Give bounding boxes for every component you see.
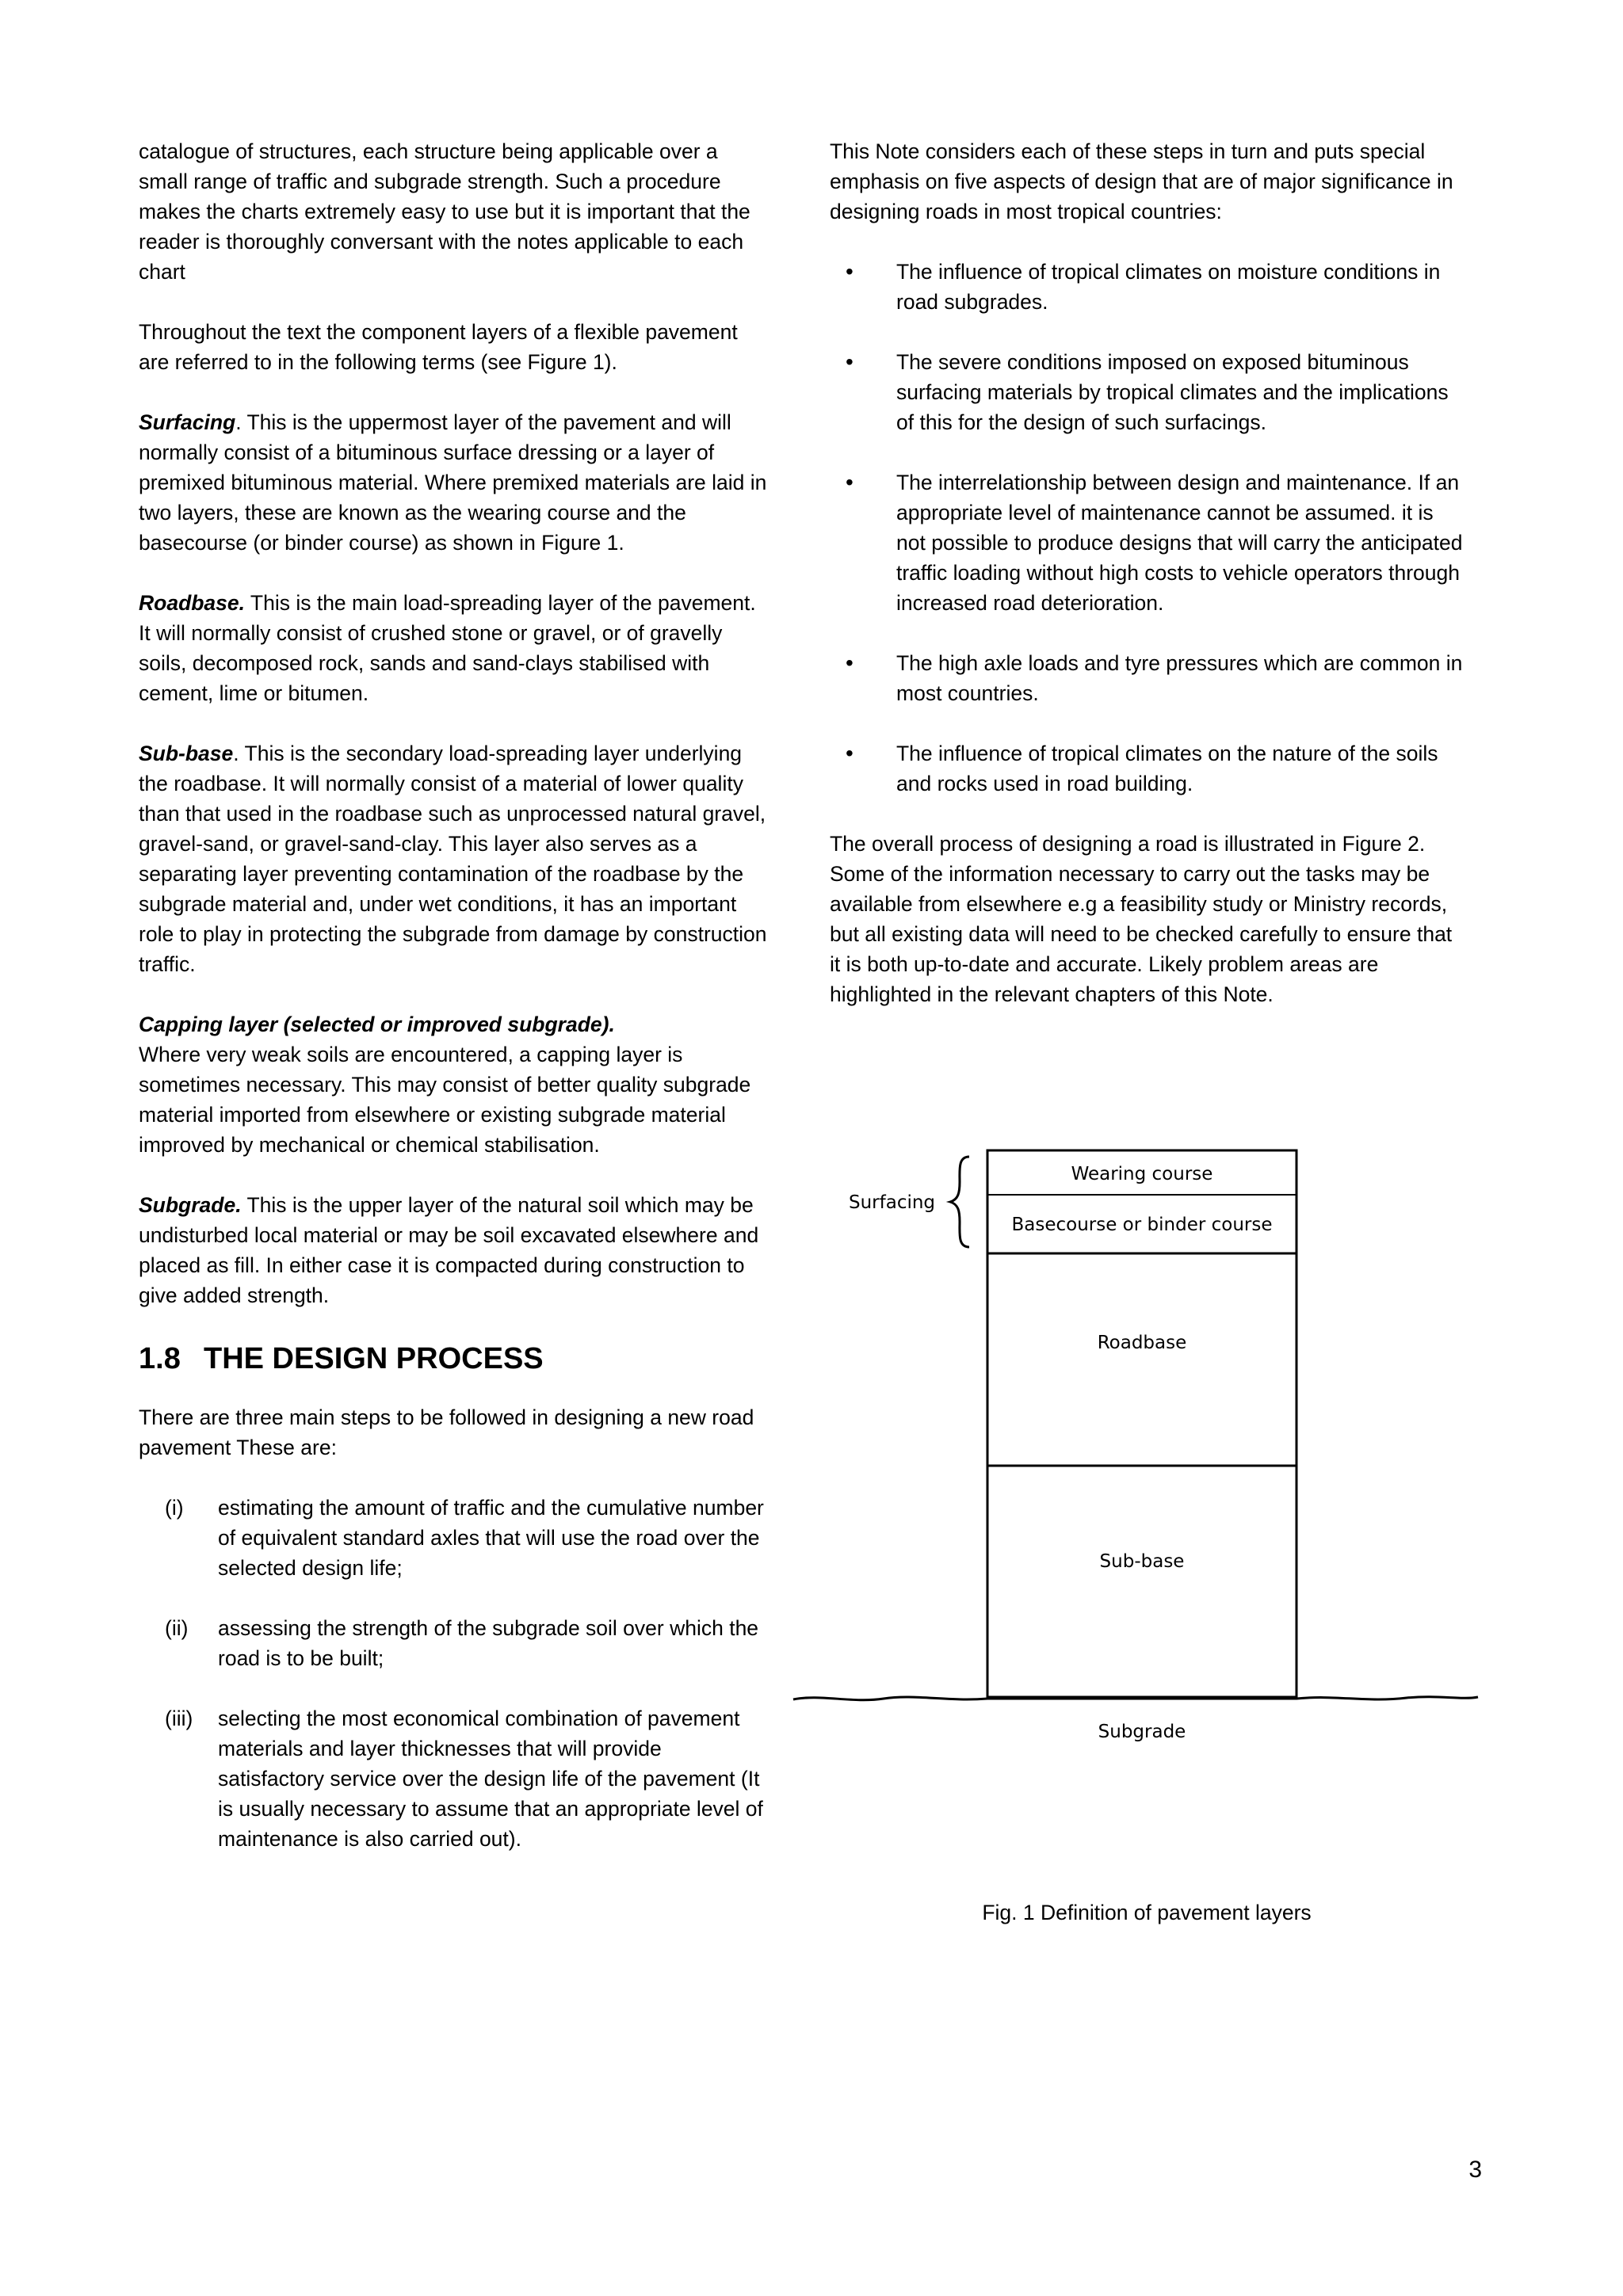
bullet-icon: • — [846, 741, 854, 765]
definition-term: Roadbase. — [139, 591, 246, 615]
list-item — [830, 648, 1464, 708]
bullet-text: The high axle loads and tyre pressures which are common in most countries. — [896, 651, 1463, 705]
list-item — [830, 738, 1464, 799]
design-steps-list — [139, 1493, 769, 1854]
pavement-layers-diagram — [789, 1093, 1486, 1751]
list-item — [830, 467, 1464, 618]
definition-sub-base: Sub-base. This is the secondary load-spreading layer underlying the roadbase. It will normally consist of a material of lower quality than that used in the roadbase such as unprocessed natural gravel, gravel-sand, or gravel-sand-clay. This layer also serves as a separating layer preventing contamination of the roadbase by the subgrade material and, under wet conditions, it has an important role to play in protecting the subgrade from damage by construction traffic. — [139, 742, 767, 976]
step-number: (i) — [165, 1496, 184, 1520]
layer-label-sub-base: Sub-base — [1099, 1551, 1185, 1572]
definition-term: Sub-base — [139, 742, 234, 765]
list-item — [139, 1703, 769, 1854]
definition-text: This is the uppermost layer of the pavement and will normally consist of a bituminous surface dressing or a layer of premixed bituminous material. Where premixed materials are laid in two layers, these are known as the wearing course and the basecourse (or binder course) as shown in Figure 1. — [139, 410, 767, 555]
intro-paragraph: catalogue of structures, each structure being applicable over a small range of traffic and subgrade strength. Such a procedure makes the charts extremely easy to use but it is important that the reader is thoroughly conversant with the notes applicable to each chart — [139, 139, 750, 284]
list-item — [139, 1613, 769, 1673]
definition-text: This is the secondary load-spreading layer underlying the roadbase. It will normally consist of a material of lower quality than that used in the roadbase such as unprocessed natural gravel, gravel-sand, or gravel-sand-clay. This layer also serves as a separating layer preventing contamination of the roadbase by the subgrade material and, under wet conditions, it has an important role to play in protecting the subgrade from damage by construction traffic. — [139, 742, 767, 976]
step-text: estimating the amount of traffic and the cumulative number of equivalent standard axles that will use the road over the selected design life; — [218, 1496, 764, 1580]
right-intro-paragraph: This Note considers each of these steps in turn and puts special emphasis on five aspects of design that are of major significance in designing roads in most tropical countries: — [830, 139, 1453, 223]
step-number: (iii) — [165, 1707, 193, 1730]
definition-subgrade — [139, 1190, 769, 1310]
step-text: selecting the most economical combination of pavement materials and layer thicknesses that will provide satisfactory service over the design life of the pavement (It is usually necessary to assume that an appropriate level of maintenance is also carried out). — [218, 1707, 763, 1851]
left-column — [139, 136, 769, 1884]
page-number: 3 — [1468, 2157, 1482, 2183]
layers-intro-paragraph: Throughout the text the component layers of a flexible pavement are referred to in the following terms (see Figure 1). — [139, 320, 738, 374]
section-heading — [139, 1341, 769, 1377]
list-item — [139, 1493, 769, 1583]
design-aspects-list — [830, 257, 1464, 799]
layer-label-basecourse: Basecourse or binder course — [1011, 1215, 1273, 1235]
surfacing-label: Surfacing — [849, 1192, 936, 1213]
definition-surfacing: Surfacing. This is the uppermost layer of the pavement and will normally consist of a bituminous surface dressing or a layer of premixed bituminous material. Where premixed materials are laid in two layers, these are known as the wearing course and the basecourse (or binder course) as shown in Figure 1. — [139, 410, 767, 555]
definition-roadbase — [139, 588, 769, 708]
definition-text: Where very weak soils are encountered, a capping layer is sometimes necessary. This may consist of better quality subgrade material imported from elsewhere or existing subgrade material improved by mechanical or chemical stabilisation. — [139, 1043, 751, 1157]
subgrade-label: Subgrade — [1098, 1722, 1186, 1742]
layer-label-roadbase: Roadbase — [1097, 1333, 1187, 1353]
bullet-icon: • — [846, 259, 854, 284]
definition-capping-layer — [139, 1009, 769, 1160]
list-item — [830, 347, 1464, 437]
bullet-text: The interrelationship between design and maintenance. If an appropriate level of maintenance cannot be assumed. it is not possible to produce designs that will carry the anticipated traffic loading without high costs to vehicle operators through increased road deterioration. — [896, 471, 1463, 615]
bullet-icon: • — [846, 650, 854, 675]
figure-caption: Fig. 1 Definition of pavement layers — [982, 1901, 1312, 1924]
section-number: 1.8 — [139, 1342, 181, 1375]
definition-text: This is the main load-spreading layer of the pavement. It will normally consist of crushed stone or gravel, or of gravelly soils, decomposed rock, sands and sand-clays stabilised with cement, lime or bitumen. — [139, 591, 756, 705]
bullet-text: The influence of tropical climates on moisture conditions in road subgrades. — [896, 260, 1441, 314]
surfacing-brace — [950, 1157, 969, 1247]
definition-term: Surfacing — [139, 410, 236, 434]
definition-term: Capping layer (selected or improved subgrade). — [139, 1013, 615, 1036]
bullet-text: The influence of tropical climates on the nature of the soils and rocks used in road building. — [896, 742, 1438, 795]
pavement-layers-figure — [789, 1093, 1486, 1751]
step-number: (ii) — [165, 1616, 189, 1640]
section-title: THE DESIGN PROCESS — [204, 1342, 544, 1375]
right-column — [830, 136, 1464, 1039]
bullet-icon: • — [846, 470, 854, 494]
section-intro: There are three main steps to be followed in designing a new road pavement These are: — [139, 1405, 754, 1459]
closing-paragraph: The overall process of designing a road is illustrated in Figure 2. Some of the information necessary to carry out the tasks may be available from elsewhere e.g a feasibility study or Ministry records, but all existing data will need to be checked carefully to ensure that it is both up-to-date and accurate. Likely problem areas are highlighted in the relevant chapters of this Note. — [830, 832, 1453, 1006]
bullet-icon: • — [846, 349, 854, 374]
list-item — [830, 257, 1464, 317]
definition-text: This is the upper layer of the natural soil which may be undisturbed local material or may be soil excavated elsewhere and placed as fill. In either case it is compacted during construction to give added strength. — [139, 1193, 759, 1307]
bullet-text: The severe conditions imposed on exposed bituminous surfacing materials by tropical climates and the implications of this for the design of such surfacings. — [896, 350, 1449, 434]
definition-term: Subgrade. — [139, 1193, 242, 1217]
layer-label-wearing-course: Wearing course — [1071, 1164, 1213, 1184]
step-text: assessing the strength of the subgrade soil over which the road is to be built; — [218, 1616, 759, 1670]
